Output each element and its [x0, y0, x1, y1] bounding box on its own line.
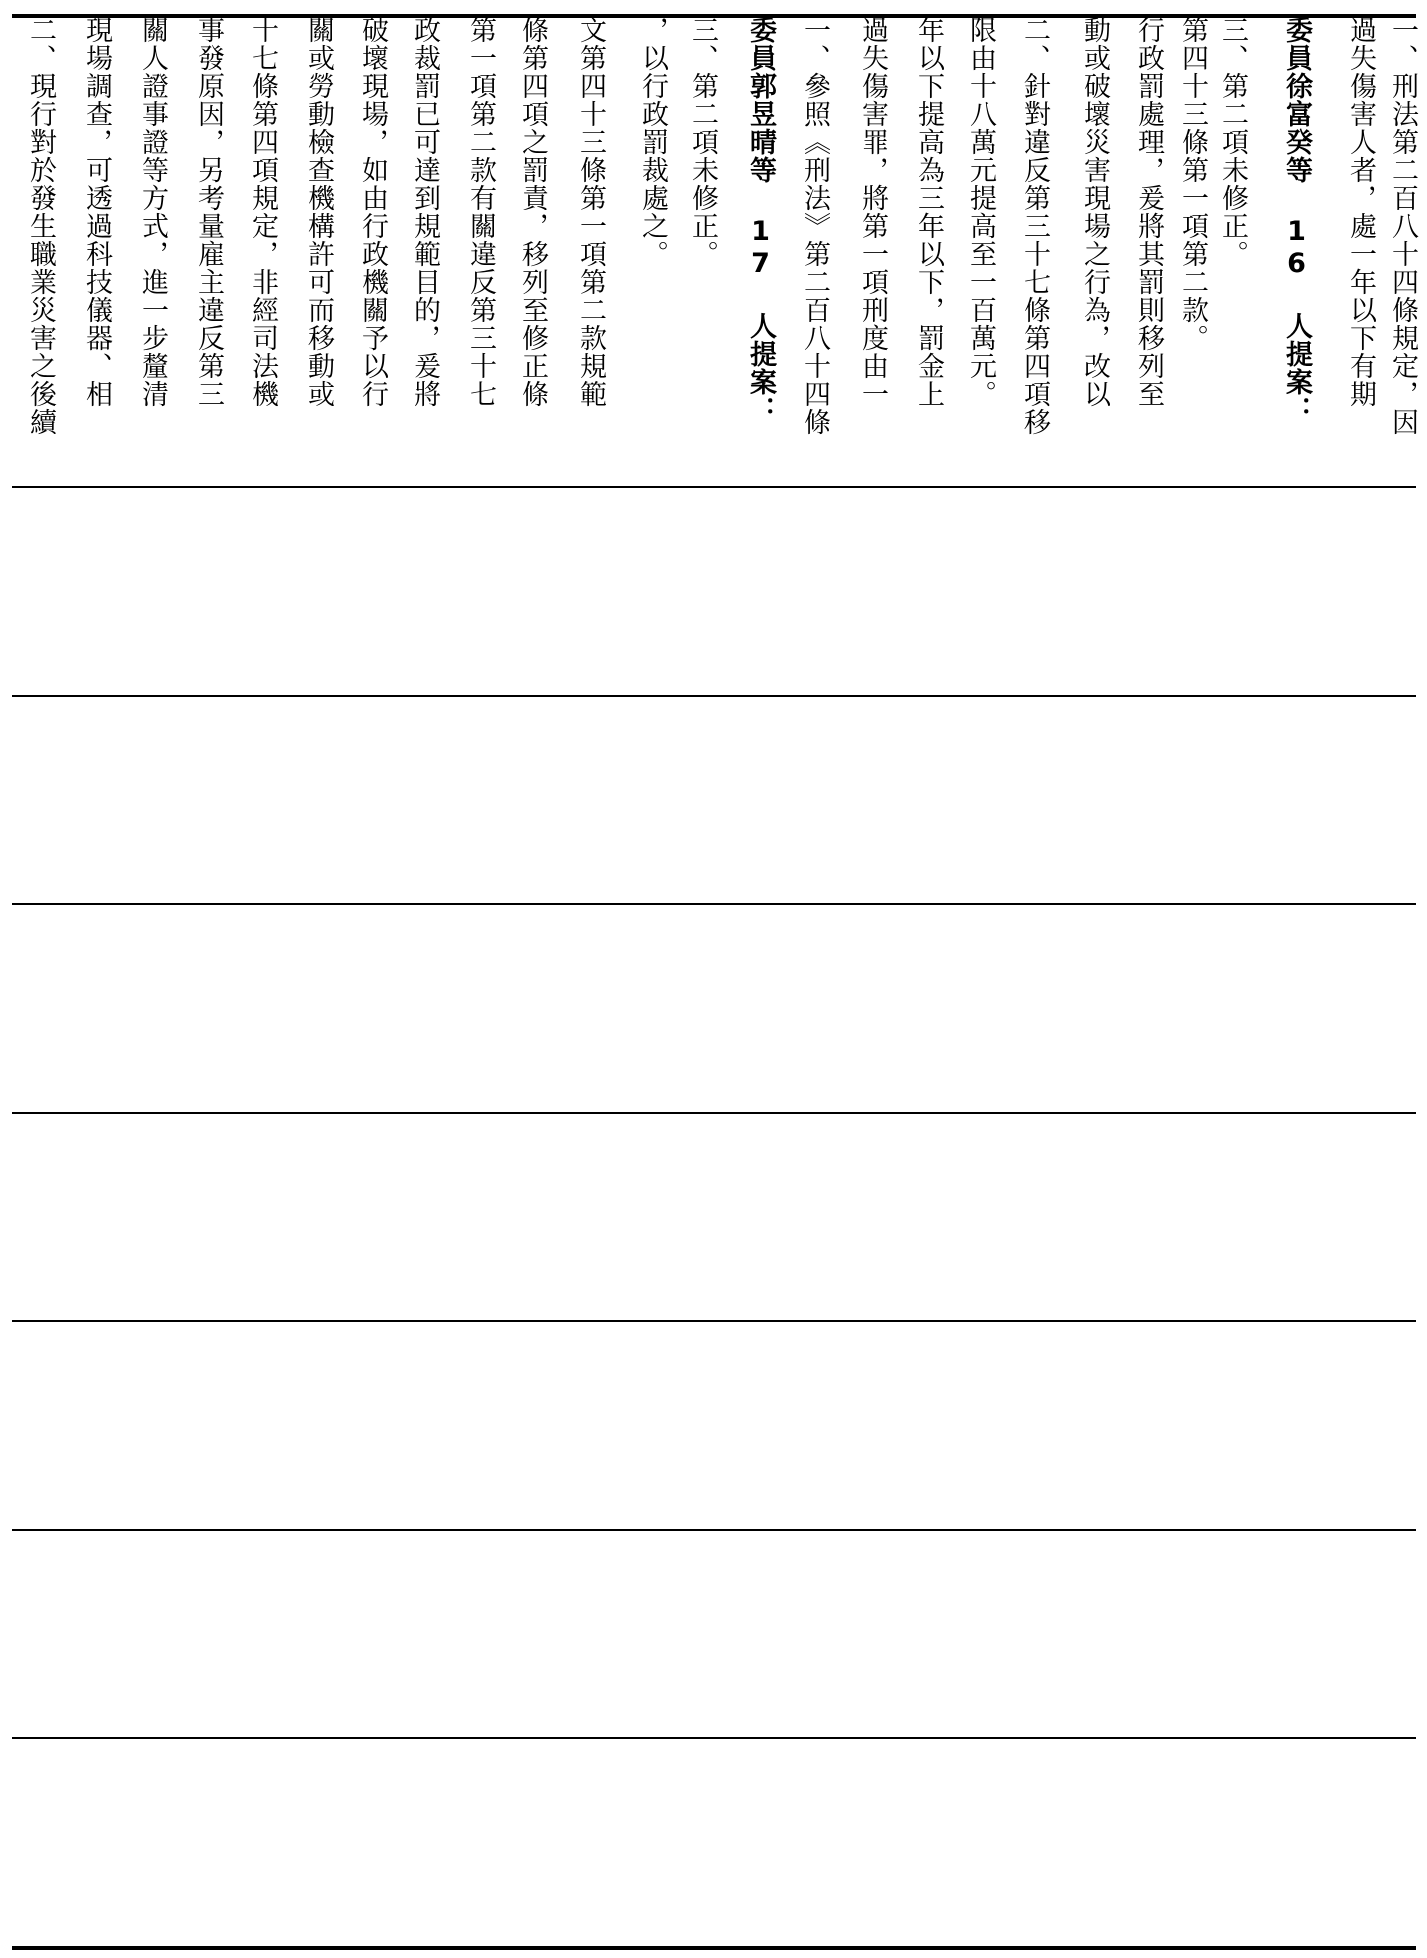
- text-column: 行政罰處理，爰將其罰則移列至: [1133, 16, 1164, 408]
- text-column: 過失傷害人者，處一年以下有期: [1345, 16, 1376, 408]
- text-column: 十七條第四項規定，非經司法機: [247, 16, 278, 408]
- text-column: 關或勞動檢查機構許可而移動或: [303, 16, 334, 408]
- text-column: 一、參照《刑法》第二百八十四條: [799, 16, 830, 436]
- row-divider: [12, 1320, 1416, 1322]
- text-column: 年以下提高為三年以下，罰金上: [913, 16, 944, 408]
- proposal-heading: 委員郭昱晴等 17 人提案：: [745, 16, 776, 424]
- text-column: 第一項第二款有關違反第三十七: [465, 16, 496, 408]
- text-column: 政裁罰已可達到規範目的，爰將: [409, 16, 440, 408]
- text-column: 事發原因，另考量雇主違反第三: [193, 16, 224, 408]
- text-column: 現場調查，可透過科技儀器、相: [81, 16, 112, 408]
- text-column: ，以行政罰裁處之。: [637, 16, 668, 268]
- text-column: 一、刑法第二百八十四條規定，因: [1387, 16, 1418, 436]
- row-divider: [12, 486, 1416, 488]
- bottom-rule: [12, 1946, 1416, 1950]
- proposal-heading: 委員徐富癸等 16 人提案：: [1281, 16, 1312, 424]
- text-column: 過失傷害罪，將第一項刑度由一: [857, 16, 888, 408]
- text-column: 條第四項之罰責，移列至修正條: [517, 16, 548, 408]
- text-column: 第四十三條第一項第二款。: [1177, 16, 1208, 352]
- row-divider: [12, 1737, 1416, 1739]
- row-divider: [12, 1112, 1416, 1114]
- row-divider: [12, 695, 1416, 697]
- row-divider: [12, 1529, 1416, 1531]
- text-column: 文第四十三條第一項第二款規範: [575, 16, 606, 408]
- text-column: 三、第二項未修正。: [1217, 16, 1248, 268]
- text-column: 限由十八萬元提高至一百萬元。: [965, 16, 996, 408]
- text-column: 破壞現場，如由行政機關予以行: [357, 16, 388, 408]
- text-column: 三、第二項未修正。: [687, 16, 718, 268]
- text-column: 二、針對違反第三十七條第四項移: [1019, 16, 1050, 436]
- row-divider: [12, 903, 1416, 905]
- text-column: 動或破壞災害現場之行為，改以: [1079, 16, 1110, 408]
- text-column: 關人證事證等方式，進一步釐清: [137, 16, 168, 408]
- vertical-text-region: [12, 16, 1416, 486]
- text-column: 二、現行對於發生職業災害之後續: [25, 16, 56, 436]
